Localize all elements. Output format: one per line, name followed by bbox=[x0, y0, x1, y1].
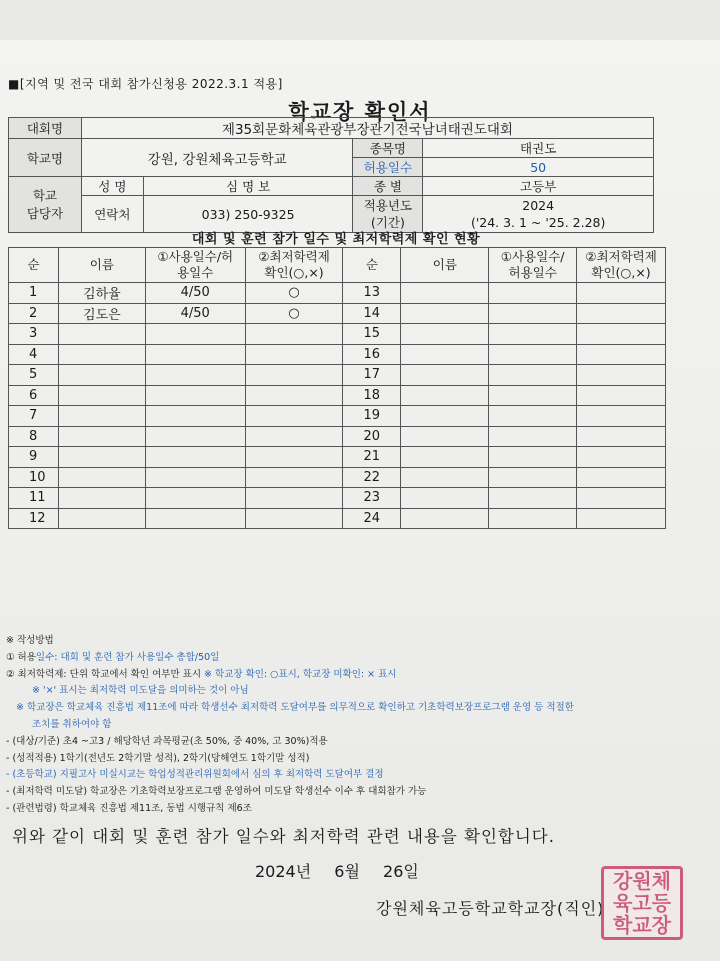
row-check bbox=[245, 447, 343, 468]
competition-name: 제35회문화체육관광부장관기전국남녀태권도대회 bbox=[81, 118, 653, 139]
row-no-right: 22 bbox=[343, 467, 401, 488]
row-no-right: 20 bbox=[343, 426, 401, 447]
row-days-right bbox=[489, 508, 577, 529]
row-no: 11 bbox=[9, 488, 59, 509]
row-name-right bbox=[401, 344, 489, 365]
table-row bbox=[9, 508, 666, 529]
col-days-left: ①사용일수/허 용일수 bbox=[145, 248, 245, 283]
note-4b: 조치를 취하여야 함 bbox=[32, 718, 112, 730]
col-days-right: ①사용일수/ 허용일수 bbox=[489, 248, 577, 283]
year-value bbox=[423, 196, 654, 233]
row-days bbox=[145, 447, 245, 468]
row-name-right bbox=[401, 406, 489, 427]
competition-label: 대회명 bbox=[9, 118, 82, 139]
row-no: 4 bbox=[9, 344, 59, 365]
instructions bbox=[6, 633, 706, 818]
allowed-days-value: 50 bbox=[423, 158, 654, 177]
note-9: - (관련법령) 학교체육 진흥법 제11조, 동법 시행규칙 제6조 bbox=[6, 802, 252, 814]
table-row bbox=[9, 365, 666, 386]
row-days-right bbox=[489, 303, 577, 324]
row-no-right: 21 bbox=[343, 447, 401, 468]
table-row bbox=[9, 303, 666, 324]
row-check bbox=[245, 324, 343, 345]
row-days bbox=[145, 365, 245, 386]
row-days: 4/50 bbox=[145, 303, 245, 324]
section-title: 대회 및 훈련 참가 일수 및 최저학력제 확인 현황 bbox=[191, 232, 481, 247]
row-check bbox=[245, 406, 343, 427]
row-days-right bbox=[489, 283, 577, 304]
row-no-right: 19 bbox=[343, 406, 401, 427]
row-no: 10 bbox=[9, 467, 59, 488]
row-check-right bbox=[577, 426, 666, 447]
row-days bbox=[145, 426, 245, 447]
row-no: 6 bbox=[9, 385, 59, 406]
official-seal: 강원체 육고등 학교장 bbox=[601, 866, 683, 940]
row-check-right bbox=[577, 303, 666, 324]
row-days bbox=[145, 406, 245, 427]
participants-table bbox=[8, 247, 666, 529]
row-name-right bbox=[401, 488, 489, 509]
row-name-right bbox=[401, 283, 489, 304]
table-row bbox=[9, 283, 666, 304]
row-check-right bbox=[577, 467, 666, 488]
row-name-right bbox=[401, 324, 489, 345]
table-row bbox=[9, 488, 666, 509]
col-name-left: 이름 bbox=[58, 248, 145, 283]
row-no: 5 bbox=[9, 365, 59, 386]
row-check-right bbox=[577, 385, 666, 406]
note-4: ※ 학교장은 학교체육 진흥법 제11조에 따라 학생선수 최저학력 도달여부를 의무적으로 확인하고 기초학력보장프로그램 운영 등 적절한 bbox=[16, 702, 574, 714]
name-value: 심 명 보 bbox=[143, 177, 353, 196]
year-label: 적용년도 (기간) bbox=[353, 196, 423, 233]
col-name-right: 이름 bbox=[401, 248, 489, 283]
row-name bbox=[58, 406, 145, 427]
row-days bbox=[145, 385, 245, 406]
row-days-right bbox=[489, 406, 577, 427]
note-6: - (성적적용) 1학기(전년도 2학기말 성적), 2학기(당해연도 1학기말 성적) bbox=[6, 752, 310, 764]
row-days bbox=[145, 488, 245, 509]
row-name-right bbox=[401, 426, 489, 447]
table-row bbox=[9, 467, 666, 488]
contact-label: 연락처 bbox=[81, 196, 143, 233]
row-name: 김도은 bbox=[58, 303, 145, 324]
date-month: 6월 bbox=[334, 862, 360, 881]
row-name-right bbox=[401, 365, 489, 386]
note-8: - (최저학력 미도달) 학교장은 기초학력보장프로그램 운영하여 미도달 학생선수 이수 후 대회참가 가능 bbox=[6, 786, 427, 798]
row-no: 1 bbox=[9, 283, 59, 304]
row-check bbox=[245, 508, 343, 529]
table-row bbox=[9, 324, 666, 345]
note-3: ※ '×' 표시는 최저학력 미도달을 의미하는 것이 아님 bbox=[32, 685, 249, 697]
table-row bbox=[9, 406, 666, 427]
row-days bbox=[145, 324, 245, 345]
row-no-right: 15 bbox=[343, 324, 401, 345]
col-no-left: 순 bbox=[9, 248, 59, 283]
page-title: 학교장 확인서 bbox=[288, 100, 432, 124]
row-no-right: 14 bbox=[343, 303, 401, 324]
row-check-right bbox=[577, 324, 666, 345]
row-no: 3 bbox=[9, 324, 59, 345]
school-label: 학교명 bbox=[9, 139, 82, 177]
table-row bbox=[9, 447, 666, 468]
row-check-right bbox=[577, 406, 666, 427]
row-days: 4/50 bbox=[145, 283, 245, 304]
row-name-right bbox=[401, 303, 489, 324]
category-value: 고등부 bbox=[423, 177, 654, 196]
row-check-right bbox=[577, 283, 666, 304]
row-check-right bbox=[577, 344, 666, 365]
row-no: 12 bbox=[9, 508, 59, 529]
issue-date bbox=[255, 859, 437, 882]
table-row bbox=[9, 385, 666, 406]
row-no-right: 16 bbox=[343, 344, 401, 365]
row-name bbox=[58, 344, 145, 365]
date-year: 2024년 bbox=[255, 862, 312, 881]
row-check-right bbox=[577, 365, 666, 386]
contact-value: 033) 250-9325 bbox=[143, 196, 353, 233]
row-days-right bbox=[489, 365, 577, 386]
row-days-right bbox=[489, 488, 577, 509]
info-table bbox=[8, 117, 654, 233]
row-days-right bbox=[489, 344, 577, 365]
event-name: 태권도 bbox=[423, 139, 654, 158]
row-no-right: 13 bbox=[343, 283, 401, 304]
row-check-right bbox=[577, 488, 666, 509]
row-name bbox=[58, 508, 145, 529]
row-name bbox=[58, 385, 145, 406]
row-name-right bbox=[401, 385, 489, 406]
row-no: 9 bbox=[9, 447, 59, 468]
row-check bbox=[245, 385, 343, 406]
row-name bbox=[58, 426, 145, 447]
row-check: ○ bbox=[245, 283, 343, 304]
row-days-right bbox=[489, 426, 577, 447]
row-name bbox=[58, 324, 145, 345]
confirmation-text: 위와 같이 대회 및 훈련 참가 일수와 최저학력 관련 내용을 확인합니다. bbox=[12, 827, 555, 846]
row-days-right bbox=[489, 385, 577, 406]
row-days bbox=[145, 508, 245, 529]
name-label: 성 명 bbox=[81, 177, 143, 196]
row-days-right bbox=[489, 447, 577, 468]
table-row bbox=[9, 426, 666, 447]
signer-name: 강원체육고등학교학교장(직인) bbox=[376, 899, 605, 918]
col-grade-right: ②최저학력제 확인(○,×) bbox=[577, 248, 666, 283]
person-in-charge-label: 학교 담당자 bbox=[9, 177, 82, 233]
allowed-days-label: 허용일수 bbox=[353, 158, 423, 177]
row-name bbox=[58, 365, 145, 386]
date-day: 26일 bbox=[383, 862, 419, 881]
note-1: ① 허용일수: 대회 및 훈련 참가 사용일수 총합/50일 bbox=[6, 651, 220, 663]
note-2: ② 최저학력제: 단위 학교에서 확인 여부만 표시 ※ 학교장 확인: ○표시, 학교장 미확인: × 표시 bbox=[6, 668, 397, 680]
table-row bbox=[9, 344, 666, 365]
row-no: 2 bbox=[9, 303, 59, 324]
school-name: 강원, 강원체육고등학교 bbox=[81, 139, 353, 177]
category-label: 종 별 bbox=[353, 177, 423, 196]
year-number: 2024 bbox=[522, 198, 555, 213]
col-grade-left: ②최저학력제 확인(○,×) bbox=[245, 248, 343, 283]
row-name-right bbox=[401, 467, 489, 488]
note-7: - (초등학교) 지필고사 미실시교는 학업성적관리위원회에서 심의 후 최저학력 도달여부 결정 bbox=[6, 769, 384, 781]
row-days bbox=[145, 344, 245, 365]
row-check: ○ bbox=[245, 303, 343, 324]
row-no-right: 23 bbox=[343, 488, 401, 509]
row-name bbox=[58, 467, 145, 488]
event-label: 종목명 bbox=[353, 139, 423, 158]
row-check bbox=[245, 344, 343, 365]
row-check-right bbox=[577, 447, 666, 468]
row-no-right: 24 bbox=[343, 508, 401, 529]
notes-heading: ※ 작성방법 bbox=[6, 635, 54, 646]
row-check-right bbox=[577, 508, 666, 529]
row-name bbox=[58, 488, 145, 509]
row-name-right bbox=[401, 508, 489, 529]
row-no-right: 17 bbox=[343, 365, 401, 386]
row-no-right: 18 bbox=[343, 385, 401, 406]
page-backdrop bbox=[0, 0, 720, 40]
row-no: 8 bbox=[9, 426, 59, 447]
year-period: ('24. 3. 1 ~ '25. 2.28) bbox=[470, 215, 606, 230]
row-check bbox=[245, 488, 343, 509]
row-check bbox=[245, 365, 343, 386]
row-check bbox=[245, 426, 343, 447]
row-check bbox=[245, 467, 343, 488]
row-name: 김하율 bbox=[58, 283, 145, 304]
note-5: - (대상/기준) 초4 ~고3 / 해당학년 과목평균(초 50%, 중 40%, 고 30%)적용 bbox=[6, 735, 328, 747]
row-days bbox=[145, 467, 245, 488]
row-days-right bbox=[489, 467, 577, 488]
row-name bbox=[58, 447, 145, 468]
row-no: 7 bbox=[9, 406, 59, 427]
row-name-right bbox=[401, 447, 489, 468]
row-days-right bbox=[489, 324, 577, 345]
col-no-right: 순 bbox=[343, 248, 401, 283]
header-note: ■[지역 및 전국 대회 참가신청용 2022.3.1 적용] bbox=[8, 77, 283, 91]
